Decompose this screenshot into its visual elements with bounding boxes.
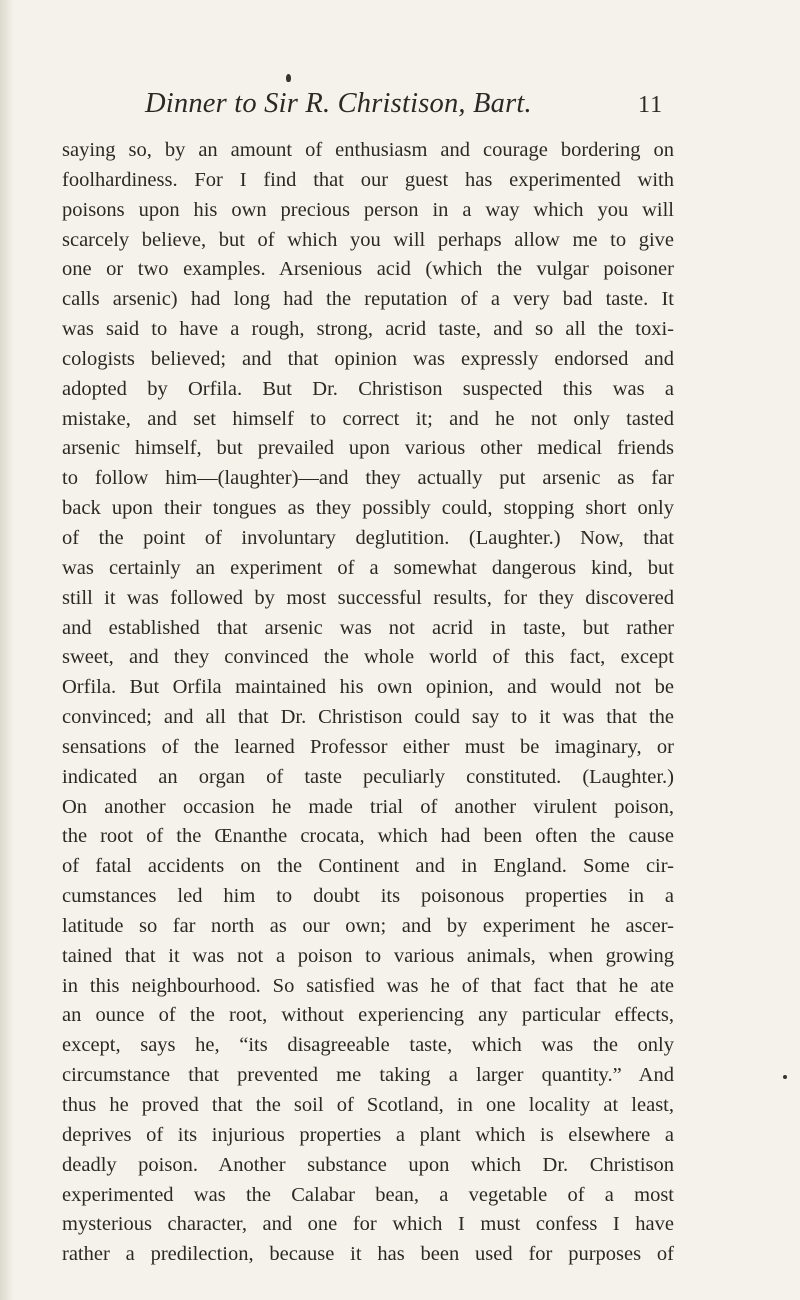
text-line: one or two examples. Arsenious acid (which the vulgar poisoner (62, 258, 674, 281)
text-line: tained that it was not a poison to various animals, when growing (62, 944, 674, 967)
text-line: to follow him—(laughter)—and they actually put arsenic as far (62, 467, 674, 490)
text-line: circumstance that prevented me taking a larger quantity.” And (62, 1064, 674, 1087)
text-line: was said to have a rough, strong, acrid taste, and so all the toxi- (62, 318, 674, 341)
binding-gutter (0, 0, 14, 1300)
text-line: thus he proved that the soil of Scotland, in one locality at least, (62, 1094, 674, 1116)
text-line: was certainly an experiment of a somewhat dangerous kind, but (62, 556, 674, 579)
running-title: Dinner to Sir R. Christison, Bart. (145, 88, 532, 119)
text-line: sweet, and they convinced the whole world of this fact, except (62, 646, 674, 669)
text-line: the root of the Œnanthe crocata, which had been often the cause (62, 825, 674, 848)
text-line: saying so, by an amount of enthusiasm and courage bordering on (62, 139, 674, 161)
text-line: poisons upon his own precious person in a way which you will (62, 198, 674, 221)
text-line: of fatal accidents on the Continent and in England. Some cir- (62, 855, 674, 878)
page-number: 11 (638, 92, 664, 118)
text-line: convinced; and all that Dr. Christison could say to it was that the (62, 706, 674, 729)
text-line: deadly poison. Another substance upon which Dr. Christison (62, 1153, 674, 1176)
text-line: scarcely believe, but of which you will perhaps allow me to give (62, 228, 674, 251)
body-text (62, 136, 674, 1270)
text-line: cologists believed; and that opinion was expressly endorsed and (62, 347, 674, 370)
page-header (0, 88, 800, 128)
text-line: mistake, and set himself to correct it; and he not only tasted (62, 407, 674, 430)
margin-mark (783, 1075, 787, 1079)
text-line: Orfila. But Orfila maintained his own opinion, and would not be (62, 676, 674, 699)
text-line: back upon their tongues as they possibly could, stopping short only (62, 497, 674, 520)
text-line: foolhardiness. For I find that our guest has experimented with (62, 168, 674, 191)
text-line: and established that arsenic was not acrid in taste, but rather (62, 616, 674, 639)
text-line: arsenic himself, but prevailed upon various other medical friends (62, 437, 674, 460)
text-line: rather a predilection, because it has been used for purposes of (62, 1243, 674, 1266)
text-line: mysterious character, and one for which I must confess I have (62, 1213, 674, 1236)
text-line: still it was followed by most successful results, for they discovered (62, 586, 674, 609)
text-line: deprives of its injurious properties a plant which is elsewhere a (62, 1123, 674, 1146)
text-line: latitude so far north as our own; and by experiment he ascer- (62, 914, 674, 937)
text-line: except, says he, “its disagreeable taste, which was the only (62, 1034, 674, 1057)
text-line: sensations of the learned Professor either must be imaginary, or (62, 735, 674, 758)
text-line: experimented was the Calabar bean, a vegetable of a most (62, 1183, 674, 1206)
text-line: indicated an organ of taste peculiarly constituted. (Laughter.) (62, 765, 674, 788)
text-line: cumstances led him to doubt its poisonous properties in a (62, 885, 674, 908)
text-line: On another occasion he made trial of another virulent poison, (62, 795, 674, 818)
text-line: calls arsenic) had long had the reputation of a very bad taste. It (62, 288, 674, 311)
text-line: in this neighbourhood. So satisfied was he of that fact that he ate (62, 974, 674, 997)
text-line: adopted by Orfila. But Dr. Christison suspected this was a (62, 377, 674, 400)
text-line: an ounce of the root, without experiencing any particular effects, (62, 1004, 674, 1027)
ink-speck (286, 74, 291, 82)
text-line: of the point of involuntary deglutition. (Laughter.) Now, that (62, 526, 674, 549)
